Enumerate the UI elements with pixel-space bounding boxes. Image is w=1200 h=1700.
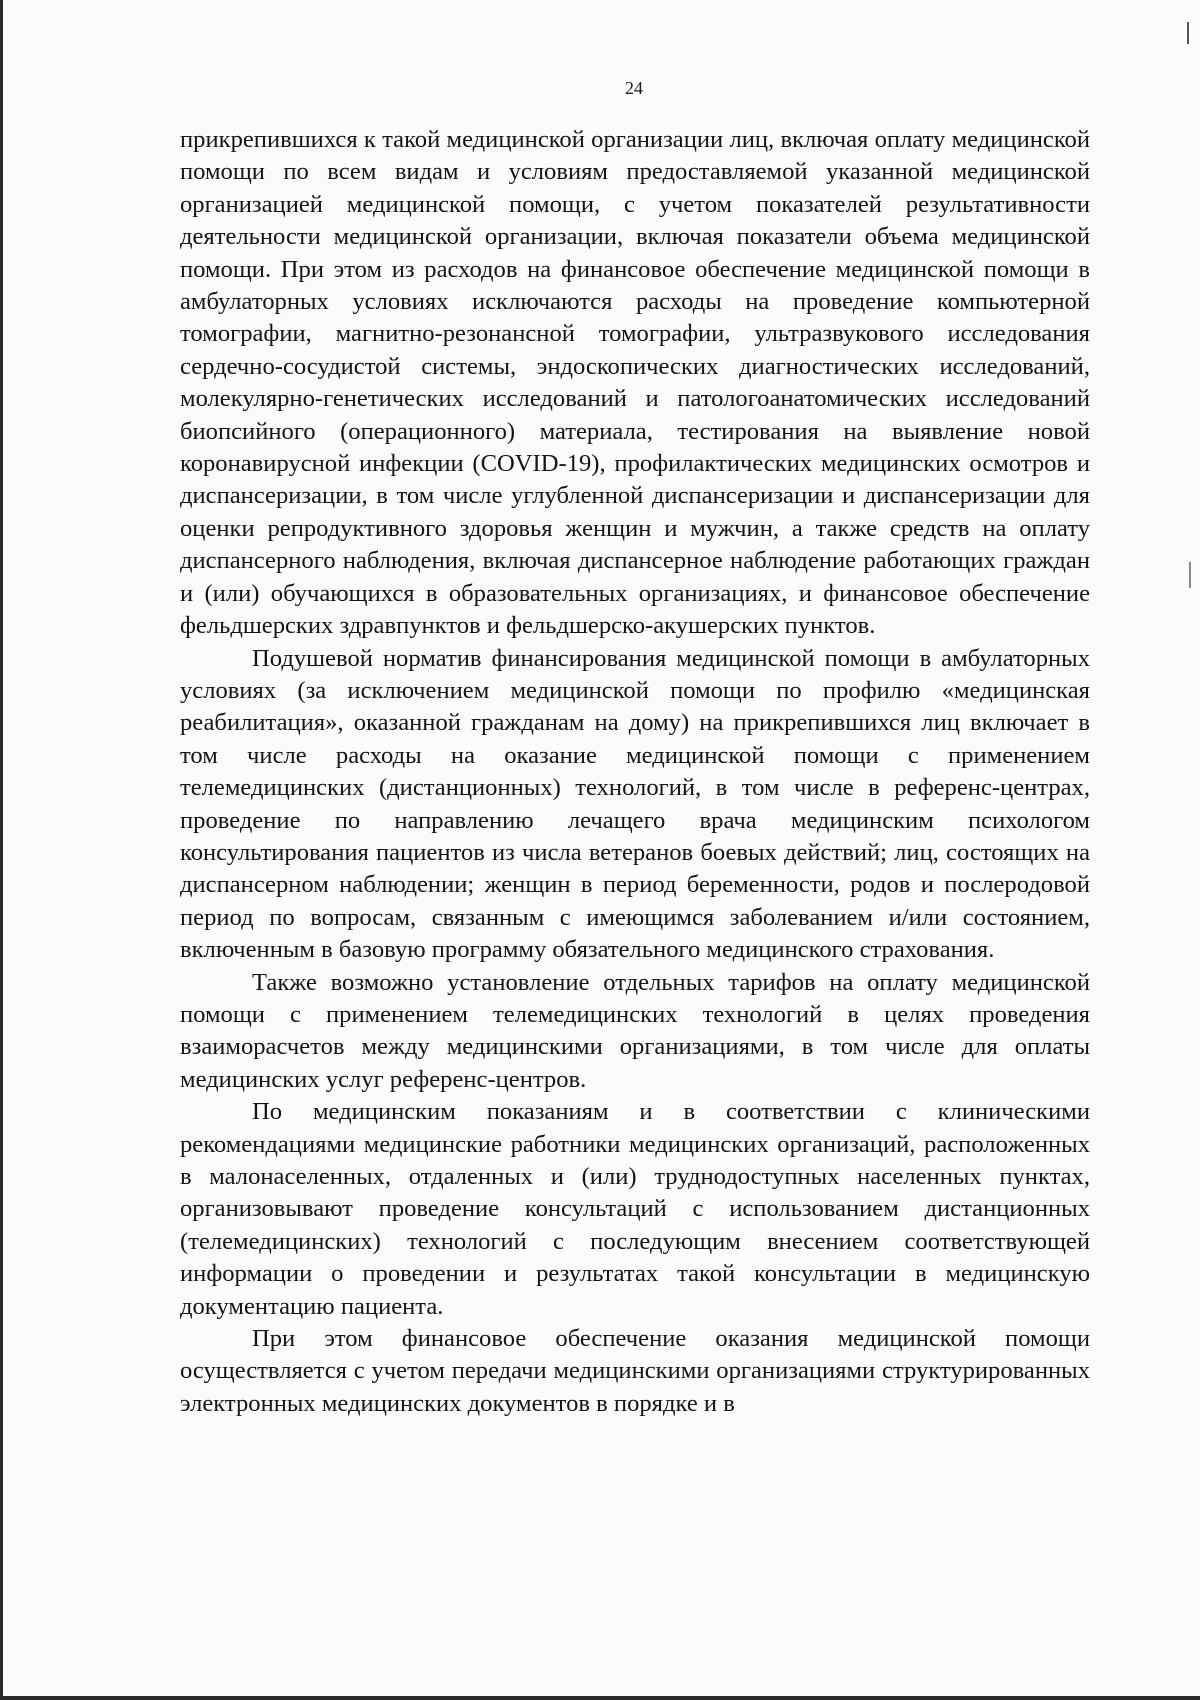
paragraph: При этом финансовое обеспечение оказания медицинской помощи осуществляется с учетом передачи медицинскими организациями структурированных электронных медицинских документов в порядке и в — [180, 1325, 1090, 1417]
scan-left-edge — [0, 0, 3, 1700]
paragraph-continuation: прикрепившихся к такой медицинской организации лиц, включая оплату медицинской помощи по всем видам и условиям предоставляемой указанной медицинской организацией медицинской помощи, с учетом показателей результативности деятельности медицинской организации, включая показатели объема медицинской помощи. При этом из расходов на финансовое обеспечение медицинской помощи в амбулаторных условиях исключаются расходы на проведение компьютерной томографии, магнитно-резонансной томографии, ультразвукового исследования сердечно-сосудистой системы, эндоскопических диагностических исследований, молекулярно-генетических исследований и патологоанатомических исследований биопсийного (операционного) материала, тестирования на выявление новой коронавирусной инфекции (COVID-19), профилактических медицинских осмотров и диспансеризации, в том числе углубленной диспансеризации и диспансеризации для оценки репродуктивного здоровья женщин и мужчин, а также средств на оплату диспансерного наблюдения, включая диспансерное наблюдение работающих граждан и (или) обучающихся в образовательных организациях, и финансовое обеспечение фельдшерских здравпунктов и фельдшерско-акушерских пунктов. — [180, 126, 1090, 640]
scan-edge-mark — [1187, 22, 1189, 44]
paragraph: По медицинским показаниям и в соответствии с клиническими рекомендациями медицинские работники медицинских организаций, расположенных в малонаселенных, отдаленных и (или) труднодоступных населенных пунктах, организовывают проведение консультаций с использованием дистанционных (телемедицинских) технологий с последующим внесением соответствующей информации о проведении и результатах такой консультации в медицинскую документацию пациента. — [180, 1098, 1090, 1320]
paragraph: Подушевой норматив финансирования медицинской помощи в амбулаторных условиях (за исключением медицинской помощи по профилю «медицинская реабилитация», оказанной гражданам на дому) на прикрепившихся лиц включает в том числе расходы на оказание медицинской помощи с применением телемедицинских (дистанционных) технологий, в том числе в референс-центрах, проведение по направлению лечащего врача медицинским психологом консультирования пациентов из числа ветеранов боевых действий; лиц, состоящих на диспансерном наблюдении; женщин в период беременности, родов и послеродовой период по вопросам, связанным с имеющимся заболеванием и/или состоянием, включенным в базовую программу обязательного медицинского страхования. — [180, 644, 1090, 964]
paragraph: Также возможно установление отдельных тарифов на оплату медицинской помощи с применением телемедицинских технологий в целях проведения взаиморасчетов между медицинскими организациями, в том числе для оплаты медицинских услуг референс-центров. — [180, 968, 1090, 1093]
document-body — [180, 124, 1090, 1420]
page-number: 24 — [625, 78, 643, 98]
scan-bottom-edge — [0, 1696, 1200, 1700]
scan-edge-mark — [1189, 562, 1191, 588]
